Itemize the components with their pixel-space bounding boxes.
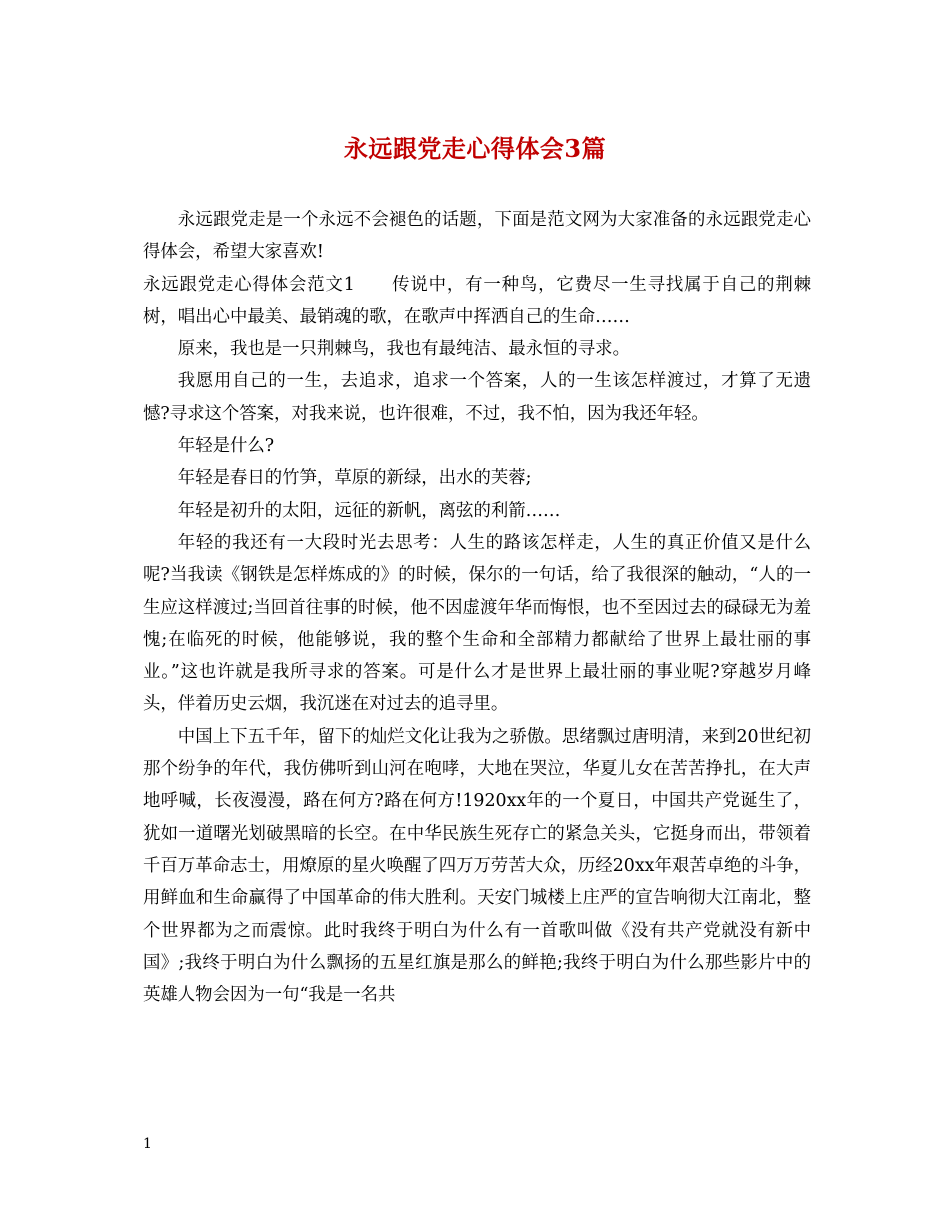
paragraph: 中国上下五千年，留下的灿烂文化让我为之骄傲。思绪飘过唐明清，来到20世纪初那个纷争的年代，我仿佛听到山河在咆哮，大地在哭泣，华夏儿女在苦苦挣扎，在大声地呼喊，长夜漫漫，路在何方?路在何方!1920xx年的一个夏日，中国共产党诞生了，犹如一道曙光划破黑暗的长空。在中华民族生死存亡的紧急关头，它挺身而出，带领着千百万革命志士，用燎原的星火唤醒了四万万劳苦大众，历经20xx年艰苦卓绝的斗争，用鲜血和生命赢得了中国革命的伟大胜利。天安门城楼上庄严的宣告响彻大江南北，整个世界都为之而震惊。此时我终于明白为什么有一首歌叫做《没有共产党就没有新中国》;我终于明白为什么飘扬的五星红旗是那么的鲜艳;我终于明白为什么那些影片中的英雄人物会因为一句“我是一名共 [143, 726, 811, 1006]
paragraph: 永远跟党走是一个永远不会褪色的话题，下面是范文网为大家准备的永远跟党走心得体会，希望大家喜欢! [143, 210, 811, 263]
paragraph: 永远跟党走心得体会范文1 传说中，有一种鸟，它费尽一生寻找属于自己的荆棘树，唱出心中最美、最销魂的歌，在歌声中挥洒自己的生命…… [143, 274, 811, 327]
paragraph: 年轻是什么? [177, 436, 275, 457]
document-title: 永远跟党走心得体会3篇 [343, 134, 607, 163]
paragraph: 年轻是春日的竹笋，草原的新绿，出水的芙蓉; [177, 468, 532, 489]
document-body [143, 204, 811, 1011]
page-number: 1 [143, 1136, 152, 1152]
paragraph: 年轻的我还有一大段时光去思考：人生的路该怎样走，人生的真正价值又是什么呢?当我读《钢铁是怎样炼成的》的时候，保尔的一句话，给了我很深的触动，“人的一生应这样渡过;当回首往事的时候，他不因虚渡年华而悔恨，也不至因过去的碌碌无为羞愧;在临死的时候，他能够说，我的整个生命和全部精力都献给了世界上最壮丽的事业。”这也许就是我所寻求的答案。可是什么才是世界上最壮丽的事业呢?穿越岁月峰头，伴着历史云烟，我沉迷在对过去的追寻里。 [143, 532, 811, 715]
paragraph: 年轻是初升的太阳，远征的新帆，离弦的利箭…… [177, 500, 561, 521]
paragraph: 原来，我也是一只荆棘鸟，我也有最纯洁、最永恒的寻求。 [177, 339, 630, 360]
paragraph: 我愿用自己的一生，去追求，追求一个答案，人的一生该怎样渡过，才算了无遗憾?寻求这个答案，对我来说，也许很难，不过，我不怕，因为我还年轻。 [143, 371, 811, 424]
